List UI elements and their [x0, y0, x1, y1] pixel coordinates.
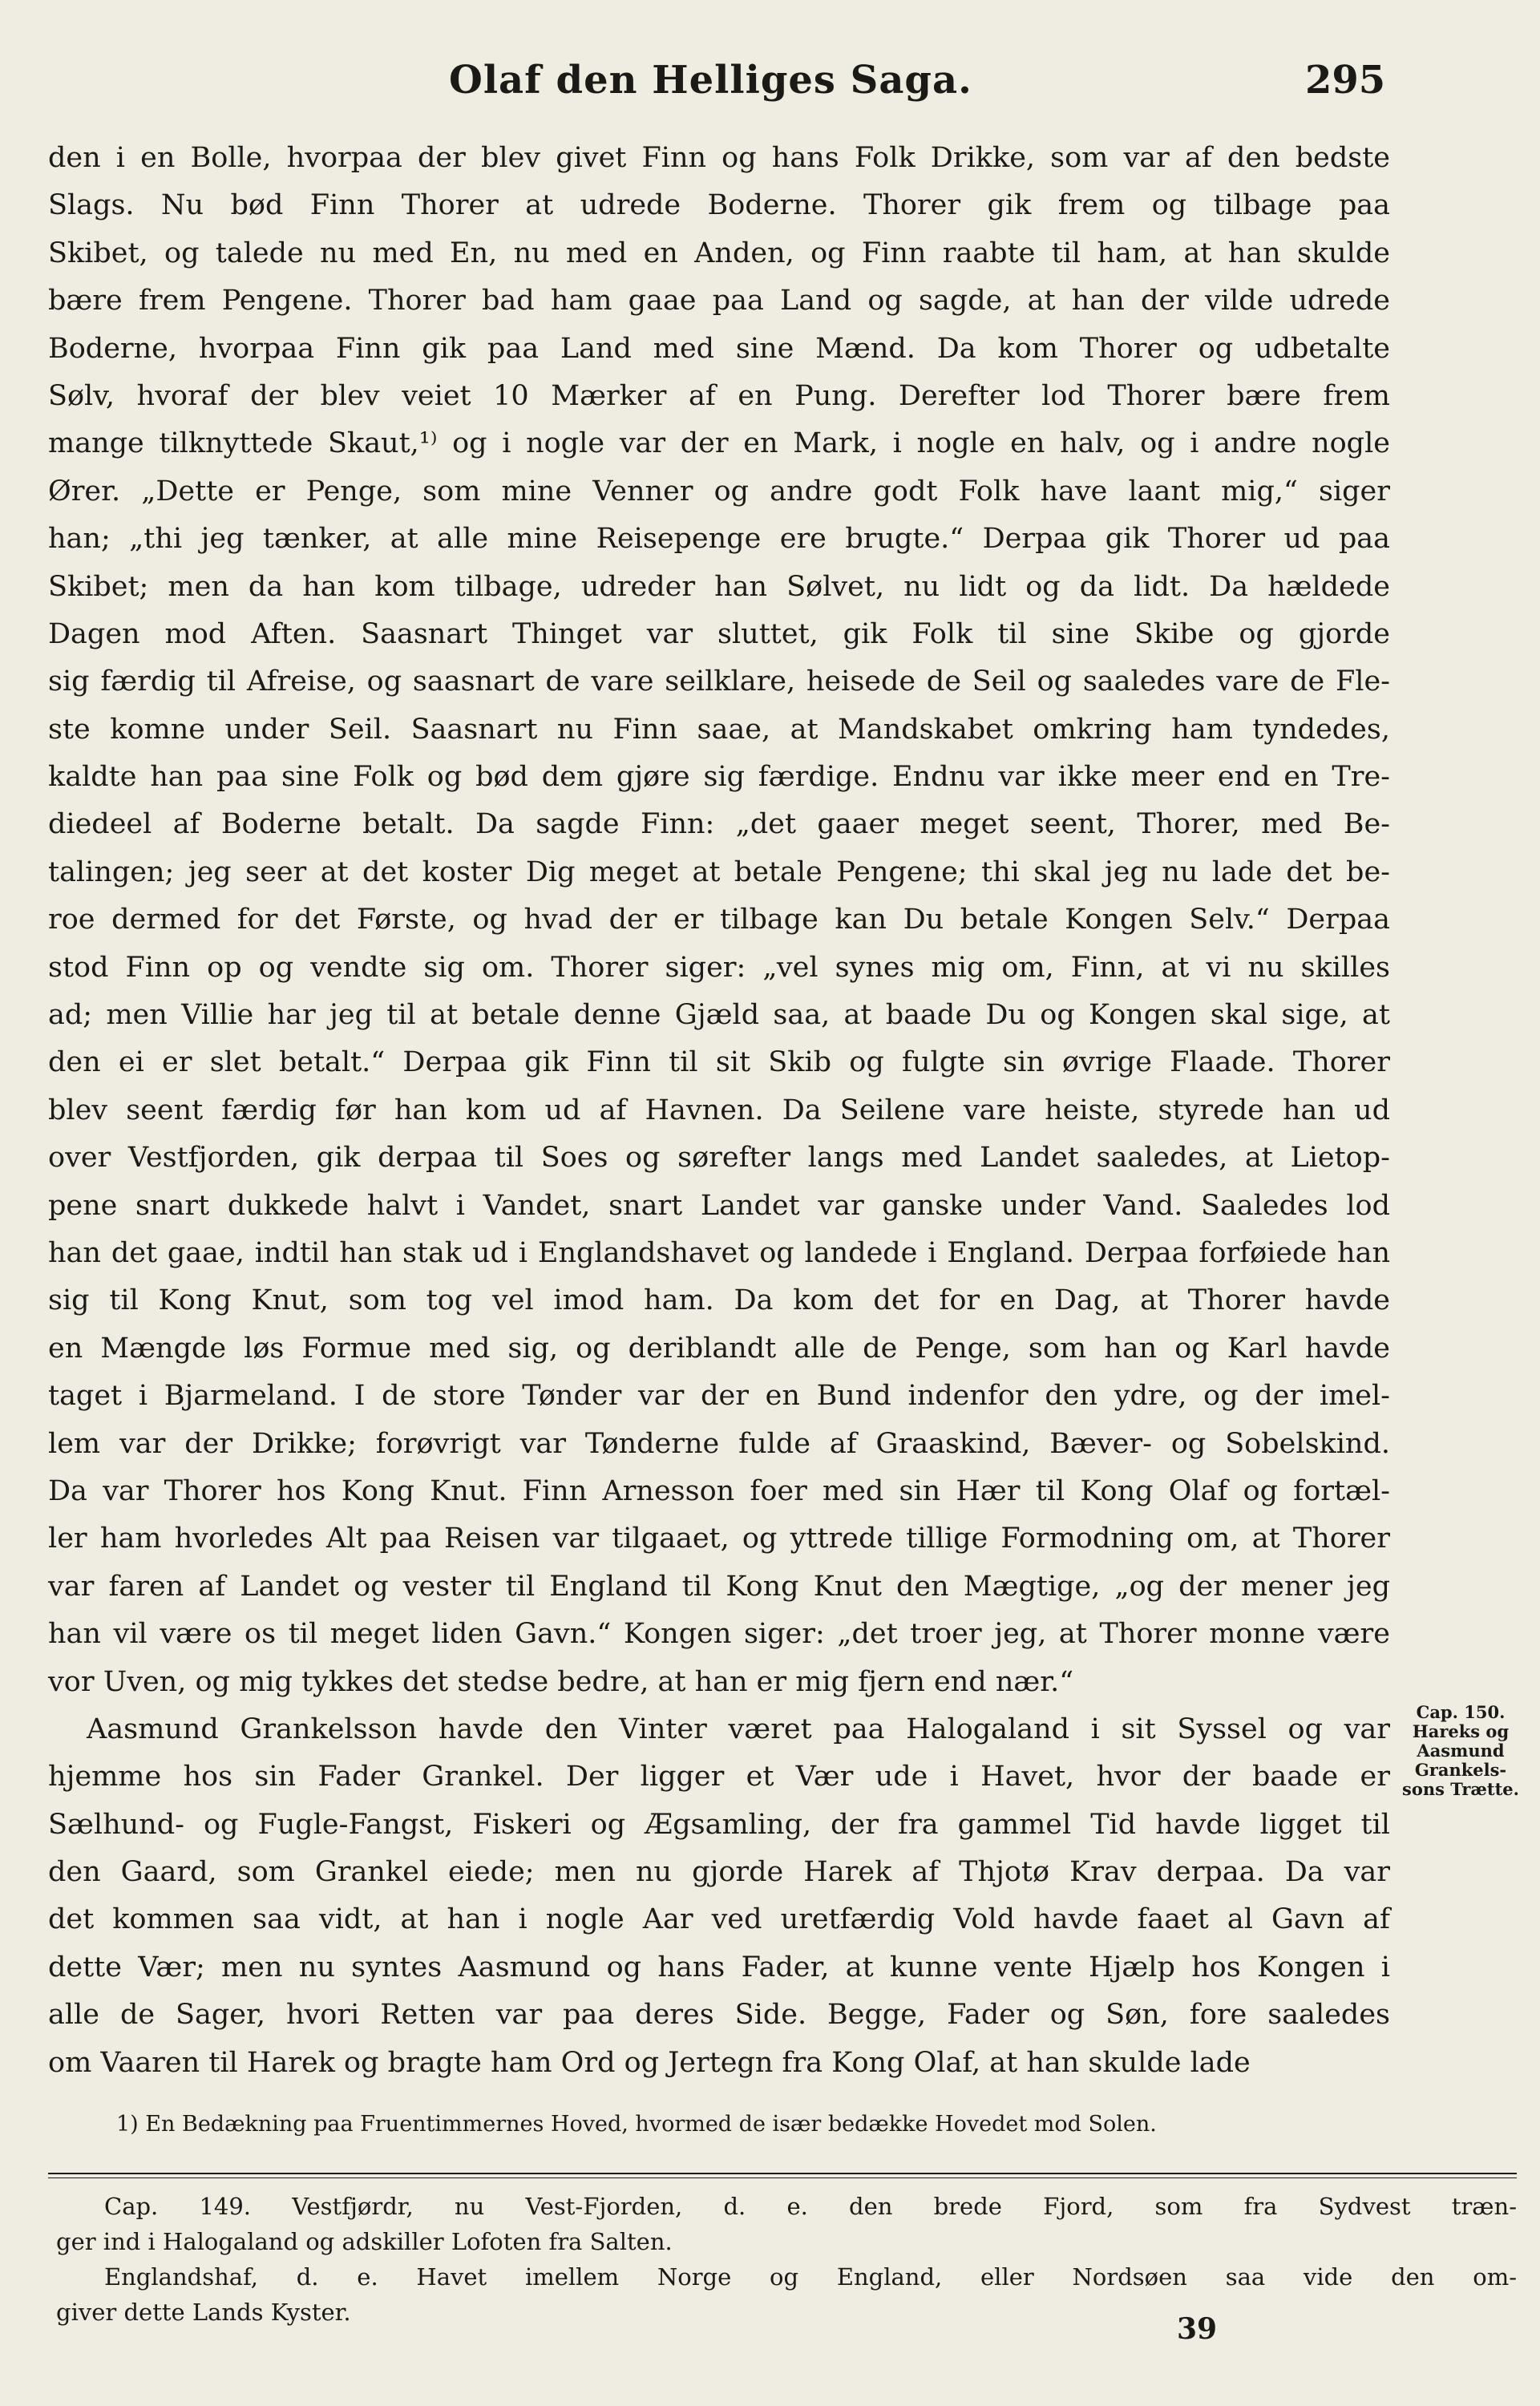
- margin-note: [1393, 1703, 1528, 1799]
- text-line: roe dermed for det Første, og hvad der er tilbage kan Du betale Kongen Selv.“ Derpaa: [48, 904, 1390, 936]
- margin-note-line: Hareks og: [1412, 1721, 1510, 1741]
- text-line: stod Finn op og vendte sig om. Thorer siger: „vel synes mig om, Finn, at vi nu skilles: [48, 951, 1390, 984]
- margin-note-line: Grankels-: [1414, 1760, 1507, 1780]
- text-line: Da var Thorer hos Kong Knut. Finn Arnesson foer med sin Hær til Kong Olaf og fortæl-: [48, 1474, 1390, 1507]
- text-line: om Vaaren til Harek og bragte ham Ord og Jertegn fra Kong Olaf, at han skulde lade: [48, 2046, 1251, 2079]
- text-line: Boderne, hvorpaa Finn gik paa Land med sine Mænd. Da kom Thorer og udbetalte: [48, 332, 1390, 365]
- text-line: alle de Sager, hvori Retten var paa deres Side. Begge, Fader og Søn, fore saaledes: [48, 1999, 1390, 2032]
- text-line: Skibet, og talede nu med En, nu med en Anden, og Finn raabte til ham, at han skulde: [48, 237, 1390, 269]
- text-line: Skibet; men da han kom tilbage, udreder han Sølvet, nu lidt og da lidt. Da hældede: [48, 570, 1390, 603]
- running-title: Olaf den Helliges Saga.: [449, 58, 972, 103]
- text-line: det kommen saa vidt, at han i nogle Aar ved uretfærdig Vold havde faaet al Gavn af: [48, 1903, 1390, 1936]
- text-line: Sælhund- og Fugle-Fangst, Fiskeri og Ægsamling, der fra gammel Tid havde ligget til: [48, 1808, 1390, 1841]
- text-line: ad; men Villie har jeg til at betale denne Gjæld saa, at baade Du og Kongen skal sige, at: [48, 999, 1390, 1032]
- text-line: Ører. „Dette er Penge, som mine Venner og andre godt Folk have laant mig,“ siger: [48, 475, 1390, 507]
- text-line: han; „thi jeg tænker, at alle mine Reisepenge ere brugte.“ Derpaa gik Thorer ud paa: [48, 523, 1390, 556]
- note-line: giver dette Lands Kyster.: [56, 2299, 351, 2326]
- text-line: den i en Bolle, hvorpaa der blev givet Finn og hans Folk Drikke, som var af den bedste: [48, 142, 1390, 174]
- text-line: Sølv, hvoraf der blev veiet 10 Mærker af en Pung. Derefter lod Thorer bære frem: [48, 379, 1390, 412]
- text-line: taget i Bjarmeland. I de store Tønder var der en Bund indenfor den ydre, og der imel-: [48, 1380, 1390, 1413]
- text-line: ste komne under Seil. Saasnart nu Finn saae, at Mandskabet omkring ham tyndedes,: [48, 713, 1390, 746]
- page-number: 295: [1305, 58, 1386, 103]
- text-line: hjemme hos sin Fader Grankel. Der ligger et Vær ude i Havet, hvor der baade er: [48, 1761, 1390, 1793]
- text-line: Slags. Nu bød Finn Thorer at udrede Boderne. Thorer gik frem og tilbage paa: [48, 189, 1390, 222]
- text-line: han vil være os til meget liden Gavn.“ Kongen siger: „det troer jeg, at Thorer monne være: [48, 1618, 1390, 1651]
- text-line: dette Vær; men nu syntes Aasmund og hans Fader, at kunne vente Hjælp hos Kongen i: [48, 1951, 1390, 1983]
- section-rule: [48, 2173, 1517, 2178]
- margin-note-line: Aasmund: [1417, 1741, 1505, 1761]
- text-line: han det gaae, indtil han stak ud i Englandshavet og landede i England. Derpaa forføiede han: [48, 1236, 1390, 1269]
- chapter-notes: [56, 2189, 1517, 2330]
- text-line: vor Uven, og mig tykkes det stedse bedre, at han er mig fjern end nær.“: [48, 1665, 1074, 1698]
- text-line: var faren af Landet og vester til England til Kong Knut den Mægtige, „og der mener jeg: [48, 1570, 1390, 1603]
- text-line: blev seent færdig før han kom ud af Havnen. Da Seilene vare heiste, styrede han ud: [48, 1094, 1390, 1126]
- text-line: den Gaard, som Grankel eiede; men nu gjorde Harek af Thjotø Krav derpaa. Da var: [48, 1856, 1390, 1889]
- margin-note-line: Cap. 150.: [1416, 1702, 1506, 1722]
- text-line: sig til Kong Knut, som tog vel imod ham. Da kom det for en Dag, at Thorer havde: [48, 1284, 1390, 1317]
- note-line: ger ind i Halogaland og adskiller Lofoten fra Salten.: [56, 2228, 673, 2255]
- text-line: over Vestfjorden, gik derpaa til Soes og sørefter langs med Landet saaledes, at Lietop-: [48, 1142, 1390, 1175]
- text-line: talingen; jeg seer at det koster Dig meget at betale Pengene; thi skal jeg nu lade det be-: [48, 855, 1390, 888]
- text-line: sig færdig til Afreise, og saasnart de vare seilklare, heisede de Seil og saaledes vare de Fle-: [48, 665, 1390, 698]
- text-line: Dagen mod Aften. Saasnart Thinget var sluttet, gik Folk til sine Skibe og gjorde: [48, 617, 1390, 650]
- text-line: kaldte han paa sine Folk og bød dem gjøre sig færdige. Endnu var ikke meer end en Tre-: [48, 761, 1390, 794]
- text-line: den ei er slet betalt.“ Derpaa gik Finn til sit Skib og fulgte sin øvrige Flaade. Thorer: [48, 1046, 1390, 1079]
- main-text: [48, 135, 1390, 2087]
- note-line: Englandshaf, d. e. Havet imellem Norge og England, eller Nordsøen saa vide den om-: [104, 2263, 1517, 2291]
- signature-mark: 39: [1177, 2312, 1218, 2346]
- text-line: mange tilknyttede Skaut,¹⁾ og i nogle var der en Mark, i nogle en halv, og i andre nogle: [48, 427, 1390, 460]
- footnote: 1) En Bedækning paa Fruentimmernes Hoved, hvormed de især bedække Hovedet mod Solen.: [116, 2112, 1157, 2137]
- text-line: ler ham hvorledes Alt paa Reisen var tilgaaet, og yttrede tillige Formodning om, at Thorer: [48, 1522, 1390, 1555]
- note-line: Cap. 149. Vestfjørdr, nu Vest-Fjorden, d. e. den brede Fjord, som fra Sydvest træn-: [104, 2193, 1517, 2220]
- text-line: bære frem Pengene. Thorer bad ham gaae paa Land og sagde, at han der vilde udrede: [48, 285, 1390, 317]
- text-line: pene snart dukkede halvt i Vandet, snart Landet var ganske under Vand. Saaledes lod: [48, 1189, 1390, 1222]
- text-line: en Mængde løs Formue med sig, og deriblandt alle de Penge, som han og Karl havde: [48, 1332, 1390, 1365]
- text-line: Aasmund Grankelsson havde den Vinter været paa Halogaland i sit Syssel og var: [87, 1713, 1390, 1745]
- text-line: diedeel af Boderne betalt. Da sagde Finn: „det gaaer meget seent, Thorer, med Be-: [48, 808, 1390, 841]
- text-line: lem var der Drikke; forøvrigt var Tønderne fulde af Graaskind, Bæver- og Sobelskind.: [48, 1427, 1390, 1460]
- margin-note-line: sons Trætte.: [1402, 1779, 1519, 1799]
